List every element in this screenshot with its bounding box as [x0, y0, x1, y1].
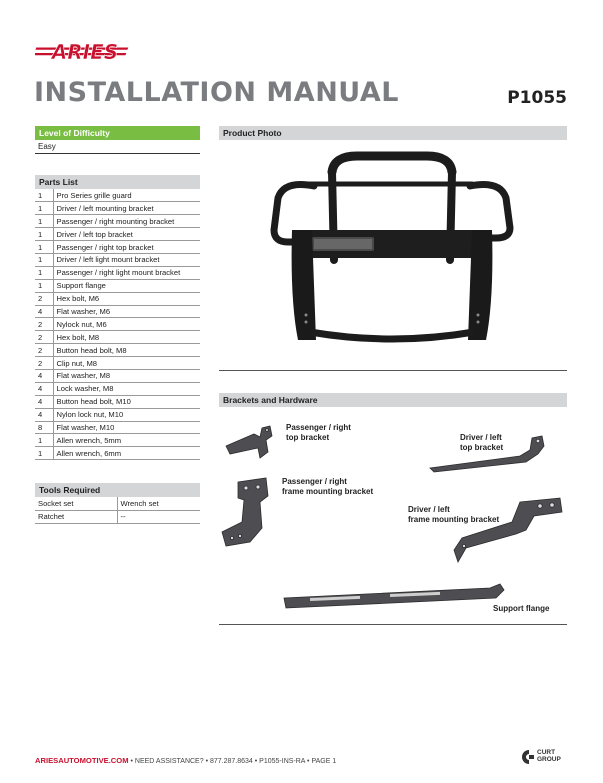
tools-row [35, 497, 200, 510]
passenger-top-bracket [226, 426, 272, 458]
part-qty: 2 [35, 344, 53, 357]
part-qty: 4 [35, 369, 53, 382]
part-qty: 1 [35, 434, 53, 447]
part-qty: 4 [35, 395, 53, 408]
part-name: Passenger / right mounting bracket [53, 215, 200, 228]
part-name: Passenger / right light mount bracket [53, 266, 200, 279]
parts-row [35, 305, 200, 318]
part-qty: 1 [35, 266, 53, 279]
parts-row [35, 266, 200, 279]
tools-required-heading: Tools Required [35, 483, 200, 497]
grille-guard-photo [262, 150, 522, 360]
tools-required-table [35, 497, 200, 524]
part-name: Nylon lock nut, M10 [53, 408, 200, 421]
parts-row [35, 369, 200, 382]
part-qty: 1 [35, 241, 53, 254]
part-name: Allen wrench, 6mm [53, 447, 200, 460]
brackets-hardware-illustration [220, 410, 567, 620]
part-qty: 1 [35, 228, 53, 241]
footer-doc: P1055-INS-RA [259, 758, 306, 765]
part-qty: 2 [35, 318, 53, 331]
parts-row [35, 279, 200, 292]
tool-value: Wrench set [117, 497, 200, 510]
label-passenger-top-bracket: Passenger / right top bracket [286, 423, 351, 442]
footer-sep: • [205, 758, 209, 765]
parts-row [35, 408, 200, 421]
product-photo-heading: Product Photo [219, 126, 567, 140]
part-qty: 8 [35, 421, 53, 434]
part-name: Driver / left light mount bracket [53, 253, 200, 266]
part-name: Flat washer, M8 [53, 369, 200, 382]
parts-row [35, 382, 200, 395]
parts-row [35, 357, 200, 370]
footer-phone: 877.287.8634 [209, 758, 253, 765]
part-qty: 1 [35, 279, 53, 292]
parts-row [35, 344, 200, 357]
parts-row [35, 189, 200, 202]
parts-row [35, 331, 200, 344]
part-qty: 2 [35, 357, 53, 370]
tool-name: Ratchet [35, 510, 117, 523]
part-name: Driver / left top bracket [53, 228, 200, 241]
part-name: Allen wrench, 5mm [53, 434, 200, 447]
photo-divider [219, 370, 567, 371]
tool-name: Socket set [35, 497, 117, 510]
hardware-divider [219, 624, 567, 625]
part-name: Pro Series grille guard [53, 189, 200, 202]
part-qty: 1 [35, 215, 53, 228]
part-qty: 1 [35, 202, 53, 215]
parts-row [35, 447, 200, 460]
parts-row [35, 318, 200, 331]
difficulty-heading: Level of Difficulty [35, 126, 200, 140]
brackets-hardware-heading: Brackets and Hardware [219, 393, 567, 407]
footer-sep: • [130, 758, 133, 765]
part-name: Driver / left mounting bracket [53, 202, 200, 215]
part-name: Nylock nut, M6 [53, 318, 200, 331]
footer-sep: • [307, 758, 310, 765]
parts-row [35, 215, 200, 228]
label-driver-frame-bracket: Driver / left frame mounting bracket [408, 505, 500, 524]
footer-sep: • [254, 758, 258, 765]
part-name: Flat washer, M6 [53, 305, 200, 318]
part-qty: 2 [35, 331, 53, 344]
label-driver-top-bracket: Driver / left top bracket [460, 433, 504, 452]
part-name: Hex bolt, M6 [53, 292, 200, 305]
part-qty: 2 [35, 292, 53, 305]
part-qty: 4 [35, 382, 53, 395]
parts-list-table [35, 189, 200, 460]
tools-row [35, 510, 200, 523]
curt-group-text: CURT GROUP [537, 749, 561, 763]
part-qty: 1 [35, 189, 53, 202]
label-passenger-frame-bracket: Passenger / right frame mounting bracket [282, 477, 374, 496]
aries-logo [35, 40, 135, 62]
tool-value: -- [117, 510, 200, 523]
label-support-flange: Support flange [493, 604, 550, 613]
parts-row [35, 228, 200, 241]
part-qty: 1 [35, 447, 53, 460]
parts-row [35, 253, 200, 266]
footer-assist: NEED ASSISTANCE? [134, 758, 204, 765]
parts-list-heading: Parts List [35, 175, 200, 189]
brand-text: ARIES [51, 40, 119, 62]
parts-row [35, 421, 200, 434]
parts-row [35, 395, 200, 408]
part-name: Flat washer, M10 [53, 421, 200, 434]
part-name: Hex bolt, M8 [53, 331, 200, 344]
difficulty-value: Easy [35, 141, 200, 154]
parts-row [35, 434, 200, 447]
part-qty: 1 [35, 253, 53, 266]
part-name: Clip nut, M8 [53, 357, 200, 370]
part-name: Button head bolt, M8 [53, 344, 200, 357]
part-qty: 4 [35, 408, 53, 421]
footer-url[interactable]: ARIESAUTOMOTIVE.COM [35, 756, 129, 765]
part-name: Lock washer, M8 [53, 382, 200, 395]
part-qty: 4 [35, 305, 53, 318]
part-name: Support flange [53, 279, 200, 292]
footer-page: PAGE 1 [311, 758, 337, 765]
part-number: P1055 [507, 88, 567, 108]
parts-row [35, 202, 200, 215]
part-name: Button head bolt, M10 [53, 395, 200, 408]
page-title: INSTALLATION MANUAL [34, 77, 399, 108]
part-name: Passenger / right top bracket [53, 241, 200, 254]
footer [35, 756, 336, 765]
parts-row [35, 241, 200, 254]
parts-row [35, 292, 200, 305]
